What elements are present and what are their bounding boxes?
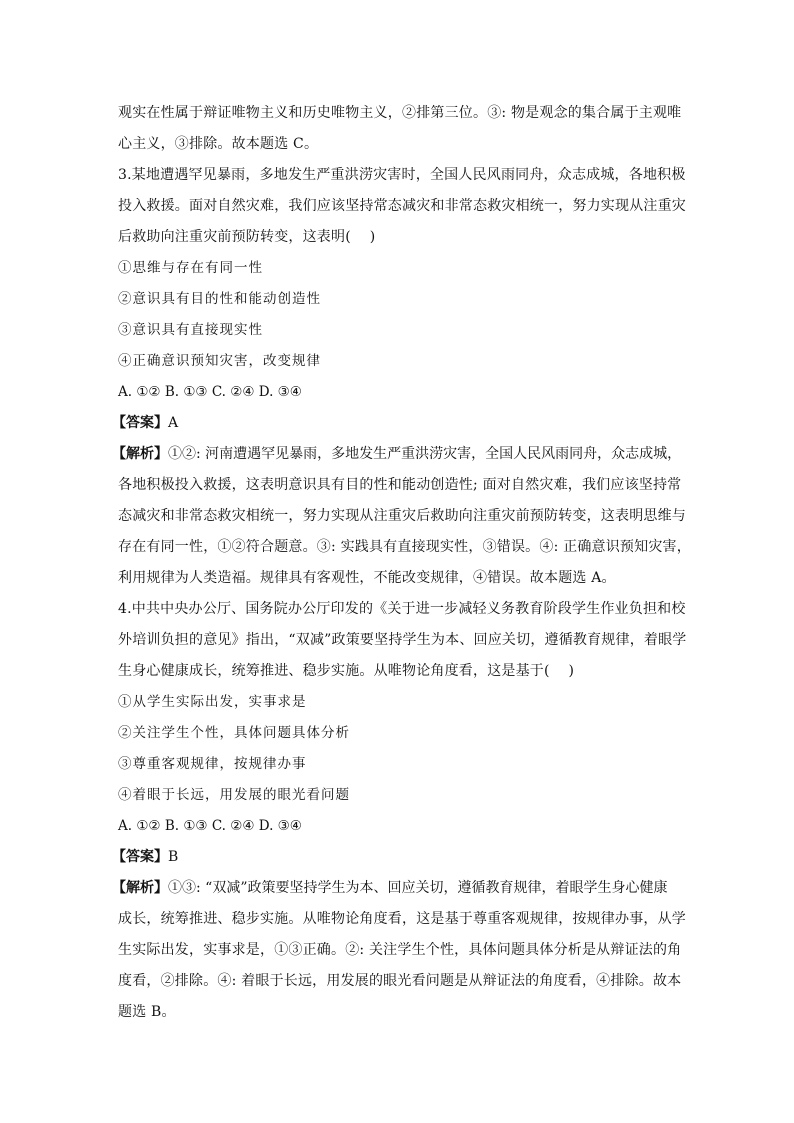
question-stem-line: 4.中共中央办公厅、国务院办公厅印发的《关于进一步减轻义务教育阶段学生作业负担和校 [118, 601, 686, 617]
analysis-line: 生实际出发，实事求是，①③正确。②: 关注学生个性，具体问题具体分析是从辩证法的角 [118, 942, 682, 958]
statement-option: ④正确意识预知灾害，改变规律 [118, 353, 321, 369]
analysis-line [112, 439, 682, 470]
text-line: 心主义，③排除。故本题选 C。 [118, 136, 319, 152]
statement-option: ②意识具有目的性和能动创造性 [118, 291, 321, 307]
analysis-line: 利用规律为人类造福。规律具有客观性，不能改变规律，④错误。故本题选 A。 [118, 570, 616, 586]
answer-line [112, 842, 678, 873]
statement-option: ①从学生实际出发，实事求是 [118, 694, 307, 710]
answer-choices: A. ①② B. ①③ C. ②④ D. ③④ [118, 818, 302, 834]
answer-tag: 【答案】 [112, 415, 168, 431]
analysis-block [112, 873, 686, 1028]
text-line: 观实在性属于辩证唯物主义和历史唯物主义，②排第三位。③: 物是观念的集合属于主观唯 [118, 105, 682, 121]
analysis-line: 存在有同一性，①②符合题意。③: 实践具有直接现实性，③错误。④: 正确意识预知灾害， [118, 539, 691, 555]
answer-value: B [168, 849, 179, 865]
question-stem-line: 3.某地遭遇罕见暴雨，多地发生严重洪涝灾害时，全国人民风雨同舟，众志成城，各地积极 [118, 167, 686, 183]
analysis-tag: 【解析】 [112, 880, 168, 896]
analysis-line: 成长，统筹推进、稳步实施。从唯物论角度看，这是基于尊重客观规律，按规律办事，从学 [118, 911, 686, 927]
analysis-line: 态减灾和非常态救灾相统一，努力实现从注重灾后救助向注重灾前预防转变，这表明思维与 [118, 508, 686, 524]
statement-option: ④着眼于长远，用发展的眼光看问题 [118, 787, 350, 803]
analysis-line: 度看，②排除。④: 着眼于长远，用发展的眼光看问题是从辩证法的角度看，④排除。故本 [118, 973, 682, 989]
analysis-text: ①③: “双减”政策要坚持学生为本、回应关切，遵循教育规律，着眼学生身心健康 [168, 880, 668, 896]
question-stem-line: 外培训负担的意见》指出，“双减”政策要坚持学生为本、回应关切，遵循教育规律，着眼学 [118, 632, 687, 648]
statement-option: ①思维与存在有同一性 [118, 260, 263, 276]
analysis-line: 各地积极投入救援，这表明意识具有目的性和能动创造性; 面对自然灾难，我们应该坚持常 [118, 477, 682, 493]
statement-option: ②关注学生个性，具体问题具体分析 [118, 725, 350, 741]
question-stem-line: 后救助向注重灾前预防转变，这表明( ) [118, 229, 376, 245]
analysis-line: 题选 B。 [118, 1004, 176, 1020]
statement-option: ③意识具有直接现实性 [118, 322, 263, 338]
answer-value: A [168, 415, 179, 431]
statement-option: ③尊重客观规律，按规律办事 [118, 756, 307, 772]
document-page [112, 98, 691, 1028]
answer-line [112, 408, 678, 439]
previous-analysis-continuation [118, 98, 682, 160]
question-stem-line: 生身心健康成长，统筹推进、稳步实施。从唯物论角度看，这是基于( ) [118, 663, 575, 679]
analysis-block [112, 439, 691, 594]
answer-choices: A. ①② B. ①③ C. ②④ D. ③④ [118, 384, 302, 400]
analysis-line [112, 873, 678, 904]
analysis-tag: 【解析】 [112, 446, 168, 462]
question-stem-line: 投入救援。面对自然灾难，我们应该坚持常态减灾和非常态救灾相统一，努力实现从注重灾 [118, 198, 686, 214]
question-3 [112, 160, 691, 594]
analysis-text: ①②: 河南遭遇罕见暴雨，多地发生严重洪涝灾害，全国人民风雨同舟，众志成城， [168, 446, 682, 462]
question-4 [112, 594, 687, 1028]
answer-tag: 【答案】 [112, 849, 168, 865]
